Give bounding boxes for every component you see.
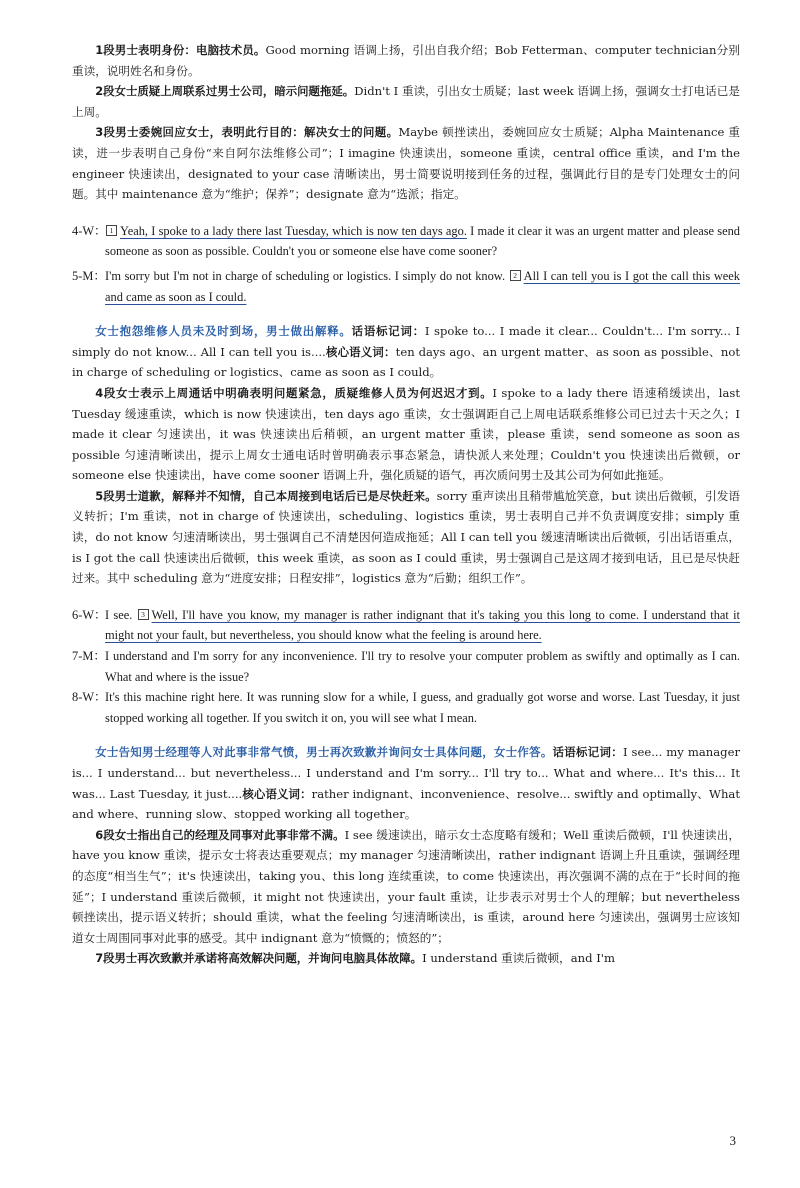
dialogue-line-4w: 4-W： 1 Yeah, I spoke to a lady there last Tuesday, which is now ten days ago. I made it clear it was an urgent matter and please send someone as soon as possible. Couldn't you or someone else have come sooner?: [72, 221, 740, 262]
explanation-para-1: 1段男士表明身份：电脑技术员。Good morning 语调上扬，引出自我介绍；Bob Fetterman、computer technician分别重读，说明姓名和身份。: [72, 43, 740, 78]
page-content: [72, 40, 740, 969]
para-heading: 6段女士指出自己的经理及同事对此事非常不满。: [95, 827, 345, 842]
para-heading: 7段男士再次致歉并承诺将高效解决问题，并询问电脑具体故障。: [95, 951, 423, 966]
para-heading: 2段女士质疑上周联系过男士公司，暗示问题拖延。: [95, 84, 355, 99]
dialogue-line-7m: 7-M： I understand and I'm sorry for any inconvenience. I'll try to resolve your computer problem as swiftly and optimally as I can. What and where is the issue?: [72, 646, 740, 687]
speaker-label: 8-W：: [72, 690, 107, 705]
explanation-para-4: 4段女士表示上周通话中明确表明问题紧急，质疑维修人员为何迟迟才到。I spoke to a lady there 语速稍缓读出，last Tuesday 缓速重读，which is now 快速读出，ten days ago 重读，女士强调距自己上周电话联系维修公司已过去十天之久；I made it clear 匀速读出，it was 快速读出后稍顿，an urgent matter 重读，please 重读，send someone as soon as possible 匀速清晰读出，提示上周女士通电话时曾明确表示事态紧急，请快派人来处理；Couldn't you 快速读出后微顿，or someone else 快速读出，have come sooner 语调上升，强化质疑的语气，再次质问男士及其公司为何如此拖延。: [72, 385, 740, 483]
speaker-label: 6-W：: [72, 607, 107, 622]
explanation-para-3: 3段男士委婉回应女士，表明此行目的：解决女士的问题。Maybe 顿挫读出，委婉回应女士质疑；Alpha Maintenance 重读，进一步表明自己身份“来自阿尔法维修公司”；I imagine 快速读出，someone 重读，central office 重读，and I'm the engineer 快速读出，designated to your case 清晰读出，男士简要说明接到任务的过程，强调此行目的是专门处理女士的问题。其中 maintenance 意为“维护；保养”；designate 意为“选派；指定。: [72, 125, 740, 202]
explanation-para-7: 7段男士再次致歉并承诺将高效解决问题，并询问电脑具体故障。I understand 重读后微顿，and I'm: [95, 951, 615, 966]
key-sentence: Well, I'll have you know, my manager is rather indignant that it's taking you this long to come. I understand that it might not your fault, but nevertheless, you should know what the feeling is around here.: [105, 607, 740, 643]
question-marker: 1: [106, 225, 117, 236]
dialogue-line-8w: 8-W： It's this machine right here. It was running slow for a while, I guess, and gradually got worse and worse. Last Tuesday, it just stopped working all together. If you switch it on, you will see what I mean.: [72, 687, 740, 728]
summary-block-1: 女士抱怨维修人员未及时到场，男士做出解释。话语标记词：I spoke to... I made it clear... Couldn't... I'm sorry... I simply do not know... All I can tell you is....核心语义词：ten days ago、an urgent matter、as soon as possible、not in charge of scheduling or logistics、came as soon as I could。: [72, 324, 740, 380]
para-heading: 3段男士委婉回应女士，表明此行目的：解决女士的问题。: [95, 125, 399, 140]
question-marker: 3: [138, 609, 149, 620]
explanation-para-2: 2段女士质疑上周联系过男士公司，暗示问题拖延。Didn't I 重读，引出女士质疑；last week 语调上扬，强调女士打电话已是上周。: [72, 84, 740, 119]
para-heading: 1段男士表明身份：电脑技术员。: [95, 43, 266, 57]
summary-heading: 女士告知男士经理等人对此事非常气愤，男士再次致歉并询问女士具体问题，女士作答。: [95, 745, 553, 760]
key-sentence: Yeah, I spoke to a lady there last Tuesday, which is now ten days ago.: [120, 223, 467, 238]
para-heading: 4段女士表示上周通话中明确表明问题紧急，质疑维修人员为何迟迟才到。: [95, 385, 493, 400]
key-sentence: All I can tell you is I got the call this week and came as soon as I could.: [105, 268, 740, 304]
summary-block-2: 女士告知男士经理等人对此事非常气愤，男士再次致歉并询问女士具体问题，女士作答。话语标记词：I see... my manager is... I understand... but nevertheless... I understand and I'm sorry... I'll try to... What and where... It's this... It was... Last Tuesday, it just....核心语义词：rather indignant、inconvenience、resolve... swiftly and optimally、What and where、running slow、stopped working all together。: [72, 745, 740, 822]
dialogue-line-6w: 6-W： I see. 3 Well, I'll have you know, my manager is rather indignant that it's taking you this long to come. I understand that it might not your fault, but nevertheless, you should know what the feeling is around here.: [72, 605, 740, 646]
speaker-label: 5-M：: [72, 268, 106, 283]
question-marker: 2: [510, 270, 521, 281]
speaker-label: 7-M：: [72, 649, 106, 664]
speaker-label: 4-W：: [72, 223, 107, 238]
explanation-para-5: 5段男士道歉，解释并不知情，自己本周接到电话后已是尽快赶来。sorry 重声读出且稍带尴尬笑意，but 读出后微顿，引发语义转折；I'm 重读，not in charge of 快速读出，scheduling、logistics 重读，男士表明自己并不负责调度安排；simply 重读，do not know 匀速清晰读出，男士强调自己不清楚因何造成拖延；All I can tell you 缓速清晰读出后微顿，引出话语重点，is I got the call 快速读出后微顿，this week 重读，as soon as I could 重读，男士强调自己是这周才接到电话，且已是尽快赶过来。其中 scheduling 意为“进度安排；日程安排”，logistics 意为“后勤；组织工作”。: [72, 488, 740, 586]
para-heading: 5段男士道歉，解释并不知情，自己本周接到电话后已是尽快赶来。: [95, 488, 437, 503]
dialogue-line-5m: 5-M： I'm sorry but I'm not in charge of scheduling or logistics. I simply do not know. 2 All I can tell you is I got the call this week and came as soon as I could.: [72, 266, 740, 307]
explanation-para-6: 6段女士指出自己的经理及同事对此事非常不满。I see 缓速读出，暗示女士态度略有缓和；Well 重读后微顿，I'll 快速读出，have you know 重读，提示女士将表达重要观点；my manager 匀速清晰读出，rather indignant 语调上升且重读，强调经理的态度“相当生气”；it's 快速读出，taking you、this long 连续重读，to come 快速读出，再次强调不满的点在于“长时间的拖延”；I understand 重读后微顿，it might not 快速读出，your fault 重读，让步表示对男士个人的理解；but nevertheless 顿挫读出，提示语义转折；should 重读，what the feeling 匀速清晰读出，is 重读，around here 匀速读出，强调男士应该知道女士周围同事对此事的感受。其中 indignant 意为“愤慨的；愤怒的”；: [72, 827, 740, 945]
page-number: 3: [729, 1133, 736, 1148]
summary-heading: 女士抱怨维修人员未及时到场，男士做出解释。: [95, 324, 352, 339]
